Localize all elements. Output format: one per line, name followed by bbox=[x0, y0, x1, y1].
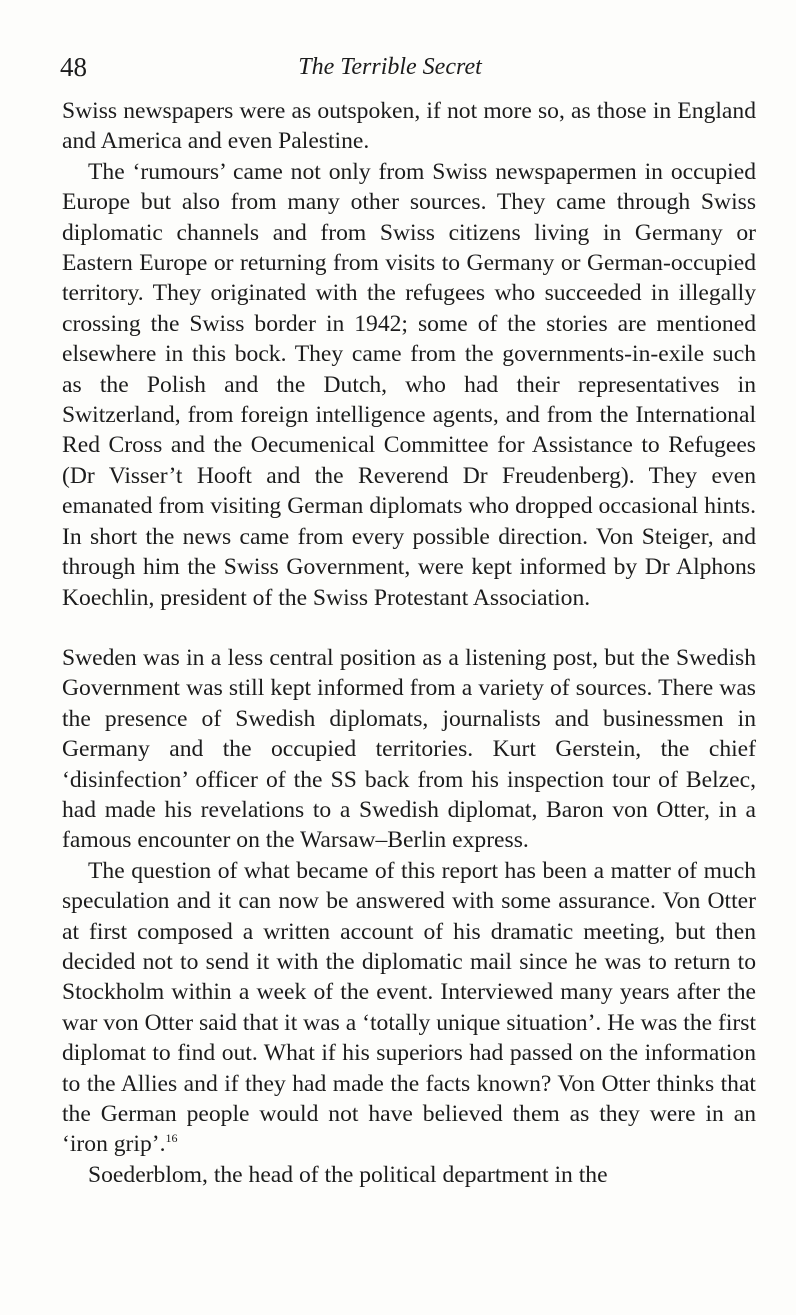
paragraph-text: The question of what became of this report has been a matter of much speculation and it can now be answered with some assurance. Von Otter at first composed a written account of his dramatic meeting, but then decided not to send it with the diplomatic mail since he was to return to Stockholm within a week of the event. Interviewed many years after the war von Otter said that it was a ‘totally unique situation’. He was the first diplomat to find out. What if his superiors had passed on the information to the Allies and if they had made the facts known? Von Otter thinks that the German people would not have believed them as they were in an ‘iron grip’. bbox=[62, 857, 756, 1158]
body-text bbox=[62, 96, 756, 1190]
running-header bbox=[60, 50, 760, 84]
footnote-reference: 16 bbox=[165, 1131, 178, 1146]
section-break bbox=[62, 613, 756, 643]
paragraph: Soederblom, the head of the political department in the bbox=[88, 1161, 608, 1188]
paragraph: Swiss newspapers were as outspoken, if not more so, as those in England and America and even Palestine. bbox=[62, 98, 756, 155]
running-title: The Terrible Secret bbox=[298, 54, 482, 80]
paragraph bbox=[62, 856, 756, 1160]
paragraph: The ‘rumours’ came not only from Swiss newspapermen in occupied Europe but also from many other sources. They came through Swiss diplomatic channels and from Swiss citizens living in Germany or Eastern Europe or returning from visits to Germany or German-occupied territory. They originated with the refugees who succeeded in illegally crossing the Swiss border in 1942; some of the stories are mentioned elsewhere in this bock. They came from the governments-in-exile such as the Polish and the Dutch, who had their representatives in Switzerland, from foreign intelligence agents, and from the International Red Cross and the Oecumenical Committee for Assistance to Refugees (Dr Visser’t Hooft and the Reverend Dr Freudenberg). They even emanated from visiting German diplomats who dropped occasional hints. In short the news came from every possible direction. Von Steiger, and through him the Swiss Government, were kept informed by Dr Alphons Koechlin, president of the Swiss Protestant Association. bbox=[62, 158, 756, 611]
paragraph: Sweden was in a less central position as a listening post, but the Swedish Government was still kept informed from a variety of sources. There was the presence of Swedish diplomats, journalists and businessmen in Germany and the occupied territories. Kurt Gerstein, the chief ‘disinfection’ officer of the SS back from his inspection tour of Belzec, had made his revelations to a Swedish diplomat, Baron von Otter, in a famous encounter on the Warsaw–Berlin express. bbox=[62, 644, 756, 854]
page-number: 48 bbox=[60, 52, 87, 82]
